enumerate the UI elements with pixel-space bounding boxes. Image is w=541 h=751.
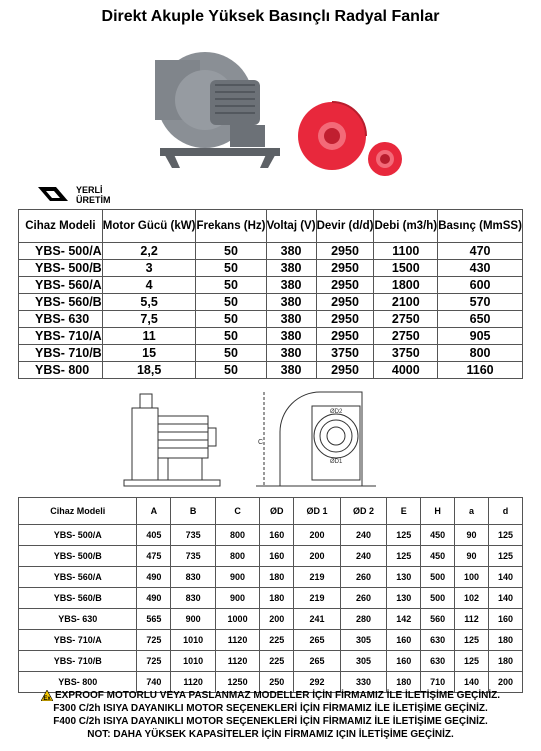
dim-table-cell: 180	[260, 588, 294, 609]
dim-table-row	[19, 588, 523, 609]
spec-table-cell: 2750	[374, 328, 438, 345]
dim-table-cell: 130	[387, 567, 421, 588]
dim-table-cell: 565	[137, 609, 171, 630]
dim-table-cell: YBS- 560/A	[19, 567, 137, 588]
dim-table-header: a	[455, 498, 489, 525]
spec-table-cell: 50	[196, 311, 266, 328]
dim-table-row	[19, 651, 523, 672]
spec-table-header: Motor Gücü (kW)	[102, 210, 196, 243]
spec-table-row	[19, 294, 523, 311]
dim-table-cell: 140	[455, 672, 489, 693]
note-text: NOT: DAHA YÜKSEK KAPASİTELER İÇİN FİRMAMIZ IÇIN İLETİŞİME GEÇİNİZ.	[87, 729, 454, 740]
spec-table-cell: 2950	[316, 243, 374, 260]
spec-table-cell: 380	[266, 294, 316, 311]
spec-table-cell: 905	[438, 328, 523, 345]
spec-table-cell: 3	[102, 260, 196, 277]
spec-table-cell: YBS- 560/B	[19, 294, 103, 311]
spec-table-cell: YBS- 710/A	[19, 328, 103, 345]
note-line	[0, 728, 541, 741]
dim-table-row	[19, 546, 523, 567]
dim-table-cell: 450	[421, 546, 455, 567]
dim-table-cell: 260	[340, 567, 387, 588]
spec-table-cell: 50	[196, 294, 266, 311]
fan-front-view-drawing	[252, 386, 382, 496]
dim-table-cell: 90	[455, 525, 489, 546]
dim-table-row	[19, 609, 523, 630]
spec-table-cell: 380	[266, 328, 316, 345]
dim-table-cell: 800	[215, 546, 259, 567]
spec-table-cell: 2100	[374, 294, 438, 311]
spec-table-cell: 2750	[374, 311, 438, 328]
dim-table-cell: 560	[421, 609, 455, 630]
spec-table-row	[19, 311, 523, 328]
spec-table	[18, 209, 523, 379]
dim-table-cell: 180	[387, 672, 421, 693]
dim-table-cell: 125	[387, 525, 421, 546]
spec-table-header: Basınç (MmSS)	[438, 210, 523, 243]
spec-table-cell: 15	[102, 345, 196, 362]
spec-table-cell: 1500	[374, 260, 438, 277]
spec-table-cell: 50	[196, 243, 266, 260]
dim-table-cell: 200	[488, 672, 522, 693]
dim-table-cell: 160	[488, 609, 522, 630]
dim-table-header: ØD	[260, 498, 294, 525]
dim-table-cell: 130	[387, 588, 421, 609]
spec-table-cell: 570	[438, 294, 523, 311]
dim-table-row	[19, 567, 523, 588]
fan-side-view-drawing	[120, 388, 230, 493]
note-line	[0, 715, 541, 728]
note-text: F300 C/2h ISIYA DAYANIKLI MOTOR SEÇENEKLERİ İÇİN FİRMAMIZ İLE İLETİŞİME GEÇİNİZ.	[53, 703, 488, 714]
dim-table-cell: 225	[260, 651, 294, 672]
dim-table-cell: 219	[294, 588, 341, 609]
dim-table-cell: 1010	[171, 651, 215, 672]
note-line	[0, 702, 541, 715]
dim-table-header: d	[488, 498, 522, 525]
spec-table-row	[19, 345, 523, 362]
page-title: Direkt Akuple Yüksek Basınçlı Radyal Fanlar	[101, 8, 440, 25]
dim-table-cell: 125	[455, 651, 489, 672]
dim-table-cell: 710	[421, 672, 455, 693]
spec-table-body	[19, 243, 523, 379]
dim-table-header: C	[215, 498, 259, 525]
spec-table-cell: 2,2	[102, 243, 196, 260]
dim-table-cell: 1250	[215, 672, 259, 693]
dim-table-cell: 740	[137, 672, 171, 693]
dim-table-header-row	[19, 498, 523, 525]
spec-table-cell: 2950	[316, 260, 374, 277]
dim-table-cell: YBS- 500/B	[19, 546, 137, 567]
spec-table-cell: 380	[266, 345, 316, 362]
dim-table-cell: 1120	[215, 630, 259, 651]
dim-table-cell: 125	[488, 525, 522, 546]
spec-table-cell: 800	[438, 345, 523, 362]
dim-table-cell: 490	[137, 588, 171, 609]
dim-table-cell: YBS- 710/A	[19, 630, 137, 651]
dim-table-cell: 160	[387, 630, 421, 651]
dim-table-cell: 125	[455, 630, 489, 651]
dim-table-cell: 305	[340, 651, 387, 672]
spec-table-header: Cihaz Modeli	[19, 210, 103, 243]
dim-table-cell: 160	[260, 546, 294, 567]
logo-text-top: YERLİ	[76, 185, 103, 195]
spec-table-header: Debi (m3/h)	[374, 210, 438, 243]
dim-table-cell: 900	[215, 567, 259, 588]
note-text: F400 C/2h ISIYA DAYANIKLI MOTOR SEÇENEKLERİ İÇİN FİRMAMIZ İLE İLETİŞİME GEÇİNİZ.	[53, 716, 488, 727]
dim-table-cell: 900	[215, 588, 259, 609]
yerli-uretim-logo	[38, 183, 130, 205]
dim-table-cell: 1000	[215, 609, 259, 630]
spec-table-cell: 2950	[316, 311, 374, 328]
dim-table-header: ØD 1	[294, 498, 341, 525]
dim-table-cell: 180	[488, 651, 522, 672]
dim-table-cell: 630	[421, 651, 455, 672]
dim-table-cell: 830	[171, 588, 215, 609]
dim-table-header: B	[171, 498, 215, 525]
dim-table-cell: 490	[137, 567, 171, 588]
dim-table-cell: 260	[340, 588, 387, 609]
dim-table-cell: 241	[294, 609, 341, 630]
dim-table-cell: YBS- 630	[19, 609, 137, 630]
spec-table-row	[19, 328, 523, 345]
fan-photo	[150, 40, 290, 175]
dim-table-cell: 735	[171, 525, 215, 546]
dim-table-header: ØD 2	[340, 498, 387, 525]
spec-table-cell: 2950	[316, 277, 374, 294]
spec-table-cell: 4000	[374, 362, 438, 379]
spec-table-cell: 2950	[316, 328, 374, 345]
dim-table-cell: 240	[340, 546, 387, 567]
spec-table-cell: 380	[266, 260, 316, 277]
dim-table-cell: 265	[294, 630, 341, 651]
spec-table-row	[19, 277, 523, 294]
spec-table-cell: 430	[438, 260, 523, 277]
spec-table-header: Frekans (Hz)	[196, 210, 266, 243]
spec-table-cell: YBS- 500/B	[19, 260, 103, 277]
dim-table-header: H	[421, 498, 455, 525]
dim-table-cell: 200	[260, 609, 294, 630]
spec-table-cell: 4	[102, 277, 196, 294]
svg-text:Ex: Ex	[43, 695, 51, 701]
dim-table-cell: 1010	[171, 630, 215, 651]
spec-table-cell: 3750	[316, 345, 374, 362]
spec-table-row	[19, 243, 523, 260]
drawing-label-c: C	[258, 439, 264, 446]
spec-table-cell: 470	[438, 243, 523, 260]
spec-table-cell: YBS- 560/A	[19, 277, 103, 294]
dim-table-body	[19, 525, 523, 693]
dim-table-cell: 280	[340, 609, 387, 630]
dim-table-cell: 500	[421, 567, 455, 588]
dim-table-cell: 160	[260, 525, 294, 546]
spec-table-cell: 50	[196, 362, 266, 379]
spec-table-header: Devir (d/d)	[316, 210, 374, 243]
dim-table-cell: 200	[294, 546, 341, 567]
dim-table-cell: 1120	[171, 672, 215, 693]
dim-table-cell: 405	[137, 525, 171, 546]
spec-table-row	[19, 362, 523, 379]
dim-table-header: Cihaz Modeli	[19, 498, 137, 525]
spec-table-header-row	[19, 210, 523, 243]
spec-table-cell: 380	[266, 277, 316, 294]
dim-table-cell: YBS- 800	[19, 672, 137, 693]
dim-table-cell: 125	[387, 546, 421, 567]
spec-table-cell: 1160	[438, 362, 523, 379]
spec-table-cell: 50	[196, 260, 266, 277]
dim-table-cell: 735	[171, 546, 215, 567]
dim-table-cell: 250	[260, 672, 294, 693]
dim-table-cell: 305	[340, 630, 387, 651]
spec-table-cell: 2950	[316, 294, 374, 311]
dim-table-cell: YBS- 560/B	[19, 588, 137, 609]
dim-table-cell: 200	[294, 525, 341, 546]
spec-table-cell: 7,5	[102, 311, 196, 328]
dim-table-cell: 900	[171, 609, 215, 630]
spec-table-cell: 50	[196, 345, 266, 362]
note-line	[0, 689, 541, 702]
spec-table-row	[19, 260, 523, 277]
spec-table-cell: 380	[266, 311, 316, 328]
dim-table-cell: 125	[488, 546, 522, 567]
dim-table-cell: 240	[340, 525, 387, 546]
dim-table-cell: 475	[137, 546, 171, 567]
spec-table-cell: 18,5	[102, 362, 196, 379]
dim-table-cell: 450	[421, 525, 455, 546]
spec-table-cell: 11	[102, 328, 196, 345]
dim-table-cell: 725	[137, 630, 171, 651]
dim-table-cell: 140	[488, 567, 522, 588]
dim-table-cell: 102	[455, 588, 489, 609]
dim-table-cell: 180	[488, 630, 522, 651]
dim-table-cell: 160	[387, 651, 421, 672]
dim-table-cell: 140	[488, 588, 522, 609]
drawing-label-od1: ØD1	[330, 459, 343, 465]
dim-table-cell: 100	[455, 567, 489, 588]
spec-table-cell: YBS- 500/A	[19, 243, 103, 260]
dim-table-cell: 500	[421, 588, 455, 609]
spec-table-cell: YBS- 710/B	[19, 345, 103, 362]
spec-table-cell: 5,5	[102, 294, 196, 311]
warning-icon	[41, 690, 53, 701]
dim-table-cell: YBS- 710/B	[19, 651, 137, 672]
note-text: EXPROOF MOTORLU VEYA PASLANMAZ MODELLER İÇİN FİRMAMIZ İLE İLETİŞİME GEÇİNİZ.	[54, 690, 500, 701]
spec-table-cell: 3750	[374, 345, 438, 362]
dim-table-cell: 90	[455, 546, 489, 567]
dim-table-cell: 219	[294, 567, 341, 588]
spec-table-header: Voltaj (V)	[266, 210, 316, 243]
spec-table-cell: 2950	[316, 362, 374, 379]
dim-table-row	[19, 630, 523, 651]
spec-table-cell: 380	[266, 243, 316, 260]
dim-table-cell: YBS- 500/A	[19, 525, 137, 546]
spec-table-cell: YBS- 630	[19, 311, 103, 328]
spec-table-cell: YBS- 800	[19, 362, 103, 379]
dim-table-header: A	[137, 498, 171, 525]
logo-text-bottom: ÜRETİM	[76, 195, 111, 205]
dim-table-row	[19, 525, 523, 546]
impeller-small-image	[366, 140, 404, 178]
spec-table-cell: 1100	[374, 243, 438, 260]
dim-table-cell: 180	[260, 567, 294, 588]
spec-table-cell: 650	[438, 311, 523, 328]
dim-table-cell: 725	[137, 651, 171, 672]
drawing-label-od2: ØD2	[330, 409, 343, 415]
spec-table-cell: 50	[196, 328, 266, 345]
spec-table-cell: 50	[196, 277, 266, 294]
dim-table-cell: 292	[294, 672, 341, 693]
dim-table-cell: 1120	[215, 651, 259, 672]
dimension-table	[18, 497, 523, 693]
notes-section	[0, 689, 541, 741]
dim-table-cell: 225	[260, 630, 294, 651]
dim-table-cell: 112	[455, 609, 489, 630]
impeller-large-image	[296, 100, 368, 172]
dim-table-cell: 330	[340, 672, 387, 693]
dim-table-cell: 800	[215, 525, 259, 546]
dim-table-cell: 142	[387, 609, 421, 630]
dim-table-header: E	[387, 498, 421, 525]
dim-table-cell: 265	[294, 651, 341, 672]
dim-table-cell: 830	[171, 567, 215, 588]
dim-table-cell: 630	[421, 630, 455, 651]
spec-table-cell: 380	[266, 362, 316, 379]
spec-table-cell: 1800	[374, 277, 438, 294]
spec-table-cell: 600	[438, 277, 523, 294]
